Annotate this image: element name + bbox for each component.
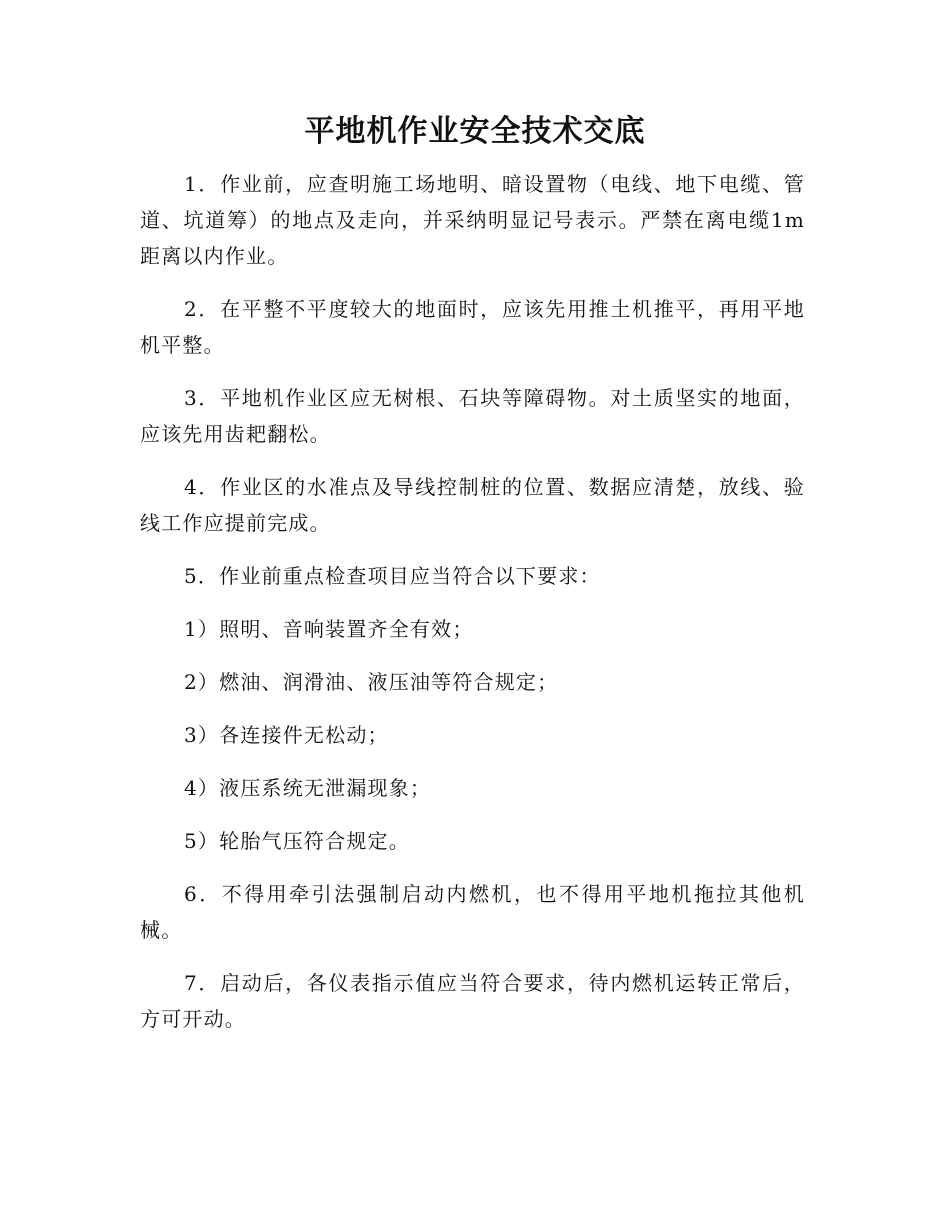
document-body [140,166,805,1054]
document-title: 平地机作业安全技术交底 [304,114,646,149]
paragraph-5: 5．作业前重点检查项目应当符合以下要求： [184,564,601,588]
paragraph-2: 2．在平整不平度较大的地面时，应该先用推土机推平，再用平地机平整。 [140,297,805,357]
checklist-item-3: 3）各连接件无松动； [184,723,389,747]
paragraph-6: 6．不得用牵引法强制启动内燃机，也不得用平地机拖拉其他机械。 [140,882,805,942]
paragraph-1: 1．作业前，应查明施工场地明、暗设置物（电线、地下电缆、管道、坑道筹）的地点及走向，并采纳明显记号表示。严禁在离电缆1m距离以内作业。 [140,172,805,268]
checklist-item-1: 1）照明、音响装置齐全有效； [184,617,474,641]
checklist-item-5: 5）轮胎气压符合规定。 [184,829,410,853]
checklist-item-4: 4）液压系统无泄漏现象； [184,776,432,800]
paragraph-3: 3．平地机作业区应无树根、石块等障碍物。对土质坚实的地面，应该先用齿耙翻松。 [140,386,805,446]
paragraph-7: 7．启动后，各仪表指示值应当符合要求，待内燃机运转正常后，方可开动。 [140,971,805,1031]
checklist-item-2: 2）燃油、润滑油、液压油等符合规定； [184,670,559,694]
paragraph-4: 4．作业区的水准点及导线控制桩的位置、数据应清楚，放线、验线工作应提前完成。 [140,475,805,535]
